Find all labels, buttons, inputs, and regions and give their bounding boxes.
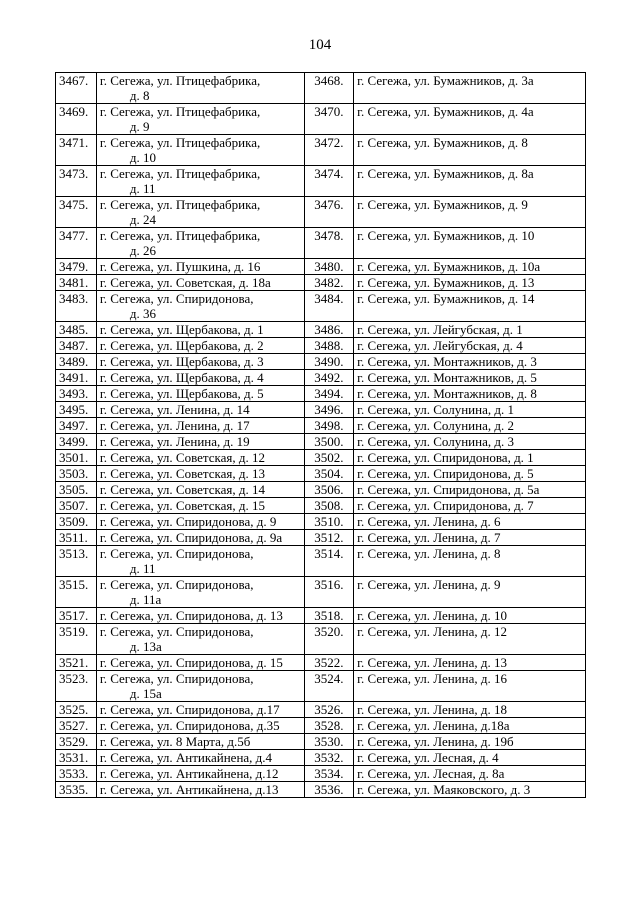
address-cell-left xyxy=(96,322,304,338)
address-line: г. Сегежа, ул. Антикайнена, д.12 xyxy=(99,766,279,781)
address-line: г. Сегежа, ул. Спиридонова, д. 15 xyxy=(99,655,283,670)
address-cell-right: г. Сегежа, ул. Лейгубская, д. 1 xyxy=(354,322,586,338)
row-number-right: 3536. xyxy=(304,782,354,798)
address-line: г. Сегежа, ул. Спиридонова, xyxy=(99,291,254,306)
address-line: г. Сегежа, ул. Птицефабрика, xyxy=(99,197,261,212)
row-number-right: 3510. xyxy=(304,514,354,530)
table-row xyxy=(56,577,586,608)
address-cell-left xyxy=(96,166,304,197)
table-row xyxy=(56,718,586,734)
address-cell-left xyxy=(96,782,304,798)
address-house-line: д. 9 xyxy=(129,119,150,134)
row-number-left: 3517. xyxy=(56,608,97,624)
address-line: г. Сегежа, ул. Птицефабрика, xyxy=(99,73,261,88)
address-house-line: д. 10 xyxy=(129,150,156,165)
table-row xyxy=(56,354,586,370)
row-number-right: 3468. xyxy=(304,73,354,104)
address-cell-right: г. Сегежа, ул. Бумажников, д. 10 xyxy=(354,228,586,259)
table-row xyxy=(56,370,586,386)
address-line: г. Сегежа, ул. Советская, д. 15 xyxy=(99,498,265,513)
table-row xyxy=(56,624,586,655)
row-number-left: 3505. xyxy=(56,482,97,498)
address-cell-left xyxy=(96,498,304,514)
address-house-line: д. 11а xyxy=(129,592,162,607)
address-cell-right: г. Сегежа, ул. Бумажников, д. 4а xyxy=(354,104,586,135)
address-cell-left xyxy=(96,275,304,291)
address-line: г. Сегежа, ул. Спиридонова, д.35 xyxy=(99,718,280,733)
row-number-left: 3501. xyxy=(56,450,97,466)
address-cell-left xyxy=(96,135,304,166)
address-cell-right: г. Сегежа, ул. Ленина, д. 8 xyxy=(354,546,586,577)
row-number-right: 3530. xyxy=(304,734,354,750)
row-number-right: 3534. xyxy=(304,766,354,782)
address-cell-left xyxy=(96,702,304,718)
address-cell-left xyxy=(96,577,304,608)
row-number-left: 3511. xyxy=(56,530,97,546)
row-number-right: 3502. xyxy=(304,450,354,466)
table-row xyxy=(56,782,586,798)
row-number-left: 3489. xyxy=(56,354,97,370)
address-cell-left xyxy=(96,354,304,370)
address-cell-right: г. Сегежа, ул. Спиридонова, д. 5 xyxy=(354,466,586,482)
address-cell-right: г. Сегежа, ул. Лесная, д. 4 xyxy=(354,750,586,766)
row-number-left: 3491. xyxy=(56,370,97,386)
address-cell-left xyxy=(96,104,304,135)
table-row xyxy=(56,482,586,498)
table-row xyxy=(56,291,586,322)
address-house-line: д. 15а xyxy=(129,686,162,701)
row-number-left: 3495. xyxy=(56,402,97,418)
row-number-left: 3535. xyxy=(56,782,97,798)
row-number-right: 3472. xyxy=(304,135,354,166)
address-house-line: д. 13а xyxy=(129,639,162,654)
address-cell-left xyxy=(96,718,304,734)
address-cell-right: г. Сегежа, ул. Ленина, д. 10 xyxy=(354,608,586,624)
address-line: г. Сегежа, ул. Советская, д. 12 xyxy=(99,450,265,465)
row-number-left: 3527. xyxy=(56,718,97,734)
address-line: г. Сегежа, ул. Щербакова, д. 3 xyxy=(99,354,264,369)
table-row xyxy=(56,166,586,197)
address-cell-left xyxy=(96,338,304,354)
address-cell-right: г. Сегежа, ул. Ленина, д. 19б xyxy=(354,734,586,750)
address-cell-left xyxy=(96,450,304,466)
address-line: г. Сегежа, ул. Ленина, д. 14 xyxy=(99,402,250,417)
address-cell-right: г. Сегежа, ул. Монтажников, д. 8 xyxy=(354,386,586,402)
address-cell-right: г. Сегежа, ул. Бумажников, д. 9 xyxy=(354,197,586,228)
address-cell-right: г. Сегежа, ул. Ленина, д. 16 xyxy=(354,671,586,702)
table-row xyxy=(56,766,586,782)
table-row xyxy=(56,402,586,418)
address-line: г. Сегежа, ул. Спиридонова, д. 9а xyxy=(99,530,283,545)
address-line: г. Сегежа, ул. Спиридонова, д. 13 xyxy=(99,608,283,623)
row-number-right: 3486. xyxy=(304,322,354,338)
address-cell-left xyxy=(96,750,304,766)
table-row xyxy=(56,514,586,530)
address-cell-left xyxy=(96,530,304,546)
table-row xyxy=(56,734,586,750)
table-row xyxy=(56,322,586,338)
address-line: г. Сегежа, ул. Советская, д. 18а xyxy=(99,275,271,290)
address-cell-right: г. Сегежа, ул. Спиридонова, д. 7 xyxy=(354,498,586,514)
row-number-left: 3507. xyxy=(56,498,97,514)
address-cell-right: г. Сегежа, ул. Спиридонова, д. 5а xyxy=(354,482,586,498)
address-line: г. Сегежа, ул. Советская, д. 14 xyxy=(99,482,265,497)
table-row xyxy=(56,546,586,577)
address-house-line: д. 11 xyxy=(129,561,156,576)
table-row xyxy=(56,386,586,402)
row-number-left: 3469. xyxy=(56,104,97,135)
table-row xyxy=(56,450,586,466)
row-number-left: 3485. xyxy=(56,322,97,338)
row-number-right: 3524. xyxy=(304,671,354,702)
row-number-left: 3531. xyxy=(56,750,97,766)
row-number-right: 3476. xyxy=(304,197,354,228)
row-number-left: 3467. xyxy=(56,73,97,104)
address-cell-right: г. Сегежа, ул. Лесная, д. 8а xyxy=(354,766,586,782)
row-number-right: 3492. xyxy=(304,370,354,386)
row-number-left: 3521. xyxy=(56,655,97,671)
row-number-right: 3474. xyxy=(304,166,354,197)
address-cell-right: г. Сегежа, ул. Солунина, д. 2 xyxy=(354,418,586,434)
address-house-line: д. 24 xyxy=(129,212,156,227)
row-number-left: 3503. xyxy=(56,466,97,482)
row-number-right: 3470. xyxy=(304,104,354,135)
address-cell-left xyxy=(96,671,304,702)
row-number-right: 3490. xyxy=(304,354,354,370)
address-line: г. Сегежа, ул. Антикайнена, д.4 xyxy=(99,750,273,765)
address-line: г. Сегежа, ул. Щербакова, д. 1 xyxy=(99,322,264,337)
row-number-right: 3504. xyxy=(304,466,354,482)
address-line: г. Сегежа, ул. Пушкина, д. 16 xyxy=(99,259,261,274)
address-line: г. Сегежа, ул. Щербакова, д. 5 xyxy=(99,386,264,401)
row-number-left: 3471. xyxy=(56,135,97,166)
table-row xyxy=(56,608,586,624)
address-cell-right: г. Сегежа, ул. Монтажников, д. 3 xyxy=(354,354,586,370)
address-cell-right: г. Сегежа, ул. Ленина, д. 18 xyxy=(354,702,586,718)
address-cell-left xyxy=(96,608,304,624)
address-cell-left xyxy=(96,624,304,655)
row-number-right: 3480. xyxy=(304,259,354,275)
address-cell-right: г. Сегежа, ул. Ленина, д. 6 xyxy=(354,514,586,530)
address-cell-left xyxy=(96,514,304,530)
address-line: г. Сегежа, ул. Спиридонова, д.17 xyxy=(99,702,280,717)
address-cell-right: г. Сегежа, ул. Бумажников, д. 8 xyxy=(354,135,586,166)
row-number-left: 3487. xyxy=(56,338,97,354)
address-line: г. Сегежа, ул. Советская, д. 13 xyxy=(99,466,265,481)
table-row xyxy=(56,434,586,450)
address-table xyxy=(55,72,586,798)
row-number-right: 3518. xyxy=(304,608,354,624)
row-number-right: 3500. xyxy=(304,434,354,450)
address-line: г. Сегежа, ул. Ленина, д. 17 xyxy=(99,418,250,433)
address-line: г. Сегежа, ул. Спиридонова, xyxy=(99,671,254,686)
address-cell-right: г. Сегежа, ул. Монтажников, д. 5 xyxy=(354,370,586,386)
row-number-left: 3533. xyxy=(56,766,97,782)
address-cell-right: г. Сегежа, ул. Спиридонова, д. 1 xyxy=(354,450,586,466)
address-cell-left xyxy=(96,291,304,322)
address-house-line: д. 26 xyxy=(129,243,156,258)
address-cell-right: г. Сегежа, ул. Ленина, д. 9 xyxy=(354,577,586,608)
address-cell-right: г. Сегежа, ул. Бумажников, д. 8а xyxy=(354,166,586,197)
table-row xyxy=(56,259,586,275)
row-number-left: 3493. xyxy=(56,386,97,402)
row-number-right: 3514. xyxy=(304,546,354,577)
address-line: г. Сегежа, ул. 8 Марта, д.5б xyxy=(99,734,251,749)
row-number-right: 3516. xyxy=(304,577,354,608)
table-row xyxy=(56,135,586,166)
row-number-right: 3508. xyxy=(304,498,354,514)
address-cell-right: г. Сегежа, ул. Солунина, д. 1 xyxy=(354,402,586,418)
address-cell-right: г. Сегежа, ул. Бумажников, д. 3а xyxy=(354,73,586,104)
address-line: г. Сегежа, ул. Антикайнена, д.13 xyxy=(99,782,279,797)
address-cell-right: г. Сегежа, ул. Солунина, д. 3 xyxy=(354,434,586,450)
table-row xyxy=(56,530,586,546)
address-cell-right: г. Сегежа, ул. Бумажников, д. 10а xyxy=(354,259,586,275)
row-number-right: 3526. xyxy=(304,702,354,718)
address-line: г. Сегежа, ул. Птицефабрика, xyxy=(99,135,261,150)
address-line: г. Сегежа, ул. Щербакова, д. 2 xyxy=(99,338,264,353)
address-cell-left xyxy=(96,370,304,386)
row-number-left: 3519. xyxy=(56,624,97,655)
row-number-left: 3483. xyxy=(56,291,97,322)
table-row xyxy=(56,275,586,291)
address-cell-right: г. Сегежа, ул. Ленина, д. 12 xyxy=(354,624,586,655)
row-number-right: 3496. xyxy=(304,402,354,418)
address-line: г. Сегежа, ул. Спиридонова, д. 9 xyxy=(99,514,277,529)
row-number-right: 3478. xyxy=(304,228,354,259)
row-number-left: 3523. xyxy=(56,671,97,702)
address-cell-right: г. Сегежа, ул. Бумажников, д. 13 xyxy=(354,275,586,291)
address-cell-left xyxy=(96,466,304,482)
row-number-left: 3479. xyxy=(56,259,97,275)
row-number-left: 3509. xyxy=(56,514,97,530)
address-cell-right: г. Сегежа, ул. Лейгубская, д. 4 xyxy=(354,338,586,354)
address-cell-left xyxy=(96,546,304,577)
address-cell-left xyxy=(96,766,304,782)
table-row xyxy=(56,228,586,259)
address-cell-left xyxy=(96,228,304,259)
address-cell-left xyxy=(96,197,304,228)
address-line: г. Сегежа, ул. Птицефабрика, xyxy=(99,228,261,243)
row-number-left: 3477. xyxy=(56,228,97,259)
table-row xyxy=(56,197,586,228)
row-number-right: 3532. xyxy=(304,750,354,766)
row-number-left: 3497. xyxy=(56,418,97,434)
address-line: г. Сегежа, ул. Спиридонова, xyxy=(99,546,254,561)
row-number-right: 3512. xyxy=(304,530,354,546)
row-number-left: 3475. xyxy=(56,197,97,228)
address-cell-left xyxy=(96,73,304,104)
row-number-right: 3484. xyxy=(304,291,354,322)
table-row xyxy=(56,750,586,766)
row-number-right: 3488. xyxy=(304,338,354,354)
address-house-line: д. 11 xyxy=(129,181,156,196)
row-number-left: 3525. xyxy=(56,702,97,718)
address-line: г. Сегежа, ул. Птицефабрика, xyxy=(99,104,261,119)
row-number-left: 3515. xyxy=(56,577,97,608)
table-row xyxy=(56,338,586,354)
table-row xyxy=(56,671,586,702)
row-number-left: 3473. xyxy=(56,166,97,197)
address-table-body xyxy=(56,73,586,798)
row-number-right: 3506. xyxy=(304,482,354,498)
page-number: 104 xyxy=(308,37,332,53)
address-cell-left xyxy=(96,386,304,402)
row-number-left: 3529. xyxy=(56,734,97,750)
address-cell-right: г. Сегежа, ул. Бумажников, д. 14 xyxy=(354,291,586,322)
address-house-line: д. 8 xyxy=(129,88,150,103)
address-cell-right: г. Сегежа, ул. Ленина, д. 13 xyxy=(354,655,586,671)
address-cell-left xyxy=(96,259,304,275)
address-line: г. Сегежа, ул. Щербакова, д. 4 xyxy=(99,370,264,385)
address-cell-right: г. Сегежа, ул. Ленина, д. 7 xyxy=(354,530,586,546)
table-row xyxy=(56,418,586,434)
row-number-right: 3522. xyxy=(304,655,354,671)
row-number-right: 3482. xyxy=(304,275,354,291)
address-line: г. Сегежа, ул. Спиридонова, xyxy=(99,577,254,592)
address-cell-left xyxy=(96,402,304,418)
row-number-left: 3513. xyxy=(56,546,97,577)
address-line: г. Сегежа, ул. Спиридонова, xyxy=(99,624,254,639)
address-cell-left xyxy=(96,482,304,498)
table-row xyxy=(56,655,586,671)
address-cell-left xyxy=(96,655,304,671)
row-number-left: 3481. xyxy=(56,275,97,291)
address-line: г. Сегежа, ул. Ленина, д. 19 xyxy=(99,434,250,449)
address-cell-left xyxy=(96,418,304,434)
table-row xyxy=(56,466,586,482)
table-row xyxy=(56,498,586,514)
address-cell-left xyxy=(96,434,304,450)
table-row xyxy=(56,73,586,104)
table-row xyxy=(56,104,586,135)
address-line: г. Сегежа, ул. Птицефабрика, xyxy=(99,166,261,181)
address-cell-right: г. Сегежа, ул. Маяковского, д. 3 xyxy=(354,782,586,798)
row-number-right: 3528. xyxy=(304,718,354,734)
table-row xyxy=(56,702,586,718)
row-number-right: 3494. xyxy=(304,386,354,402)
address-cell-left xyxy=(96,734,304,750)
row-number-left: 3499. xyxy=(56,434,97,450)
address-house-line: д. 36 xyxy=(129,306,156,321)
row-number-right: 3520. xyxy=(304,624,354,655)
address-cell-right: г. Сегежа, ул. Ленина, д.18а xyxy=(354,718,586,734)
row-number-right: 3498. xyxy=(304,418,354,434)
